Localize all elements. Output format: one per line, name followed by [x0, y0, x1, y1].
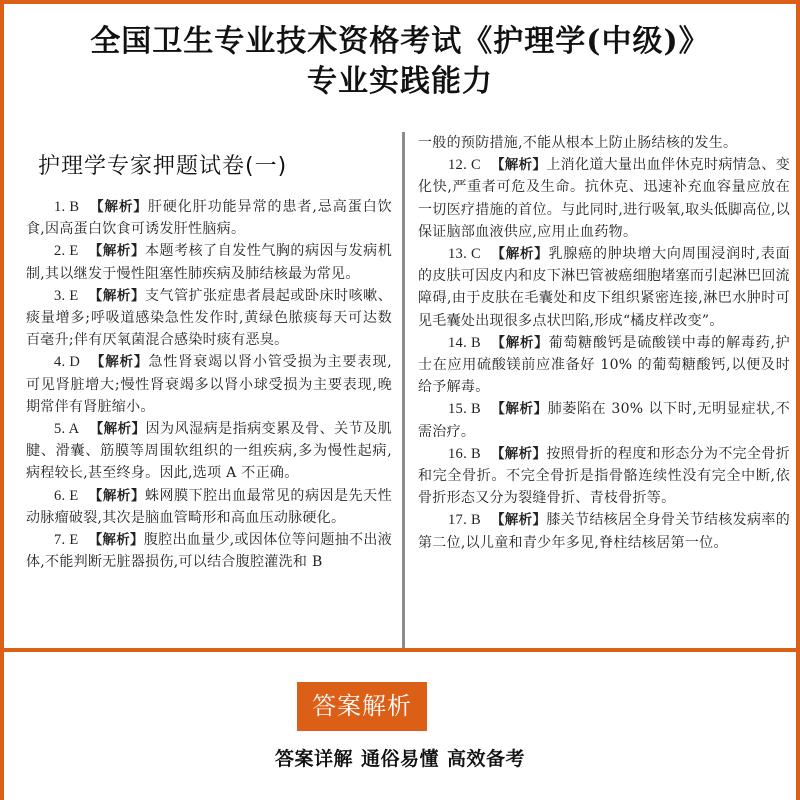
- answer-item-12: 12. C 【解析】上消化道大量出血伴休克时病情急、变化快,严重者可危及生命。抗休克、迅速补充血容量应放在一切医疗措施的首位。与此同时,进行吸氧,取头低脚高位,以保证脑部血液供应,应用止血药物。: [418, 157, 790, 240]
- book-title-line-2: 专业实践能力: [307, 64, 493, 99]
- tagline-part-1: 答案详解: [274, 748, 353, 770]
- answer-item-3: 3. E 【解析】支气管扩张症患者晨起或卧床时咳嗽、痰量增多;呼吸道感染急性发作时,黄绿色脓痰每天可达数百毫升;伴有厌氧菌混合感染时痰有恶臭。: [26, 287, 392, 349]
- tagline-part-3: 高效备考: [447, 748, 526, 770]
- answer-item-6: 6. E 【解析】蛛网膜下腔出血最常见的病因是先天性动脉瘤破裂,其次是脑血管畸形和高血压动脉硬化。: [26, 487, 392, 526]
- answer-page-excerpt: [4, 132, 796, 648]
- answer-analysis-badge: 答案解析: [297, 682, 427, 731]
- book-title: [0, 22, 800, 102]
- continued-text: 一般的预防措施,不能从根本上防止肠结核的发生。: [418, 135, 738, 151]
- section-title: 护理学专家押题试卷(一): [38, 154, 288, 179]
- right-column: [418, 132, 790, 648]
- answer-item-17: 17. B 【解析】膝关节结核居全身骨关节结核发病率的第二位,以儿童和青少年多见,脊柱结核居第一位。: [418, 512, 790, 551]
- book-title-line-1: 全国卫生专业技术资格考试《护理学(中级)》: [90, 24, 710, 59]
- answer-item-14: 14. B 【解析】葡萄糖酸钙是硫酸镁中毒的解毒药,护士在应用硫酸镁前应准备好 10% 的葡萄糖酸钙,以便及时给予解毒。: [418, 334, 790, 396]
- column-divider: [402, 132, 405, 648]
- answer-item-16: 16. B 【解析】按照骨折的程度和形态分为不完全骨折和完全骨折。不完全骨折是指骨骼连续性没有完全中断,依骨折形态又分为裂缝骨折、青枝骨折等。: [418, 445, 790, 507]
- answer-item-7: 7. E 【解析】腹腔出血量少,或因体位等问题抽不出液体,不能判断无脏器损伤,可以结合腹腔灌洗和 B: [26, 532, 392, 571]
- answer-item-4: 4. D 【解析】急性肾衰竭以肾小管受损为主要表现,可见肾脏增大;慢性肾衰竭多以肾小球受损为主要表现,晚期常伴有肾脏缩小。: [26, 354, 392, 415]
- tagline-part-2: 通俗易懂: [360, 748, 439, 770]
- answer-item-13: 13. C 【解析】乳腺癌的肿块增大向周围浸润时,表面的皮肤可因皮内和皮下淋巴管被癌细胞堵塞而引起淋巴回流障碍,由于皮肤在毛囊处和皮下组织紧密连接,淋巴水肿时可见毛囊处出现很多点状凹陷,形成“橘皮样改变”。: [418, 246, 790, 329]
- answer-item-1: 1. B 【解析】肝硬化肝功能异常的患者,忌高蛋白饮食,因高蛋白饮食可诱发肝性脑病。: [26, 199, 392, 238]
- left-column: [26, 132, 392, 648]
- answer-item-15: 15. B 【解析】肺萎陷在 30% 以下时,无明显症状,不需治疗。: [418, 401, 790, 440]
- answer-item-5: 5. A 【解析】因为风湿病是指病变累及骨、关节及肌腱、滑囊、筋膜等周围软组织的一组疾病,多为慢性起病,病程较长,甚至终身。因此,选项 A 不正确。: [26, 421, 392, 482]
- promo-tagline: [4, 744, 796, 771]
- promo-footer: [4, 648, 796, 800]
- answer-item-2: 2. E 【解析】本题考核了自发性气胸的病因与发病机制,其以继发于慢性阻塞性肺疾病及肺结核最为常见。: [26, 243, 392, 282]
